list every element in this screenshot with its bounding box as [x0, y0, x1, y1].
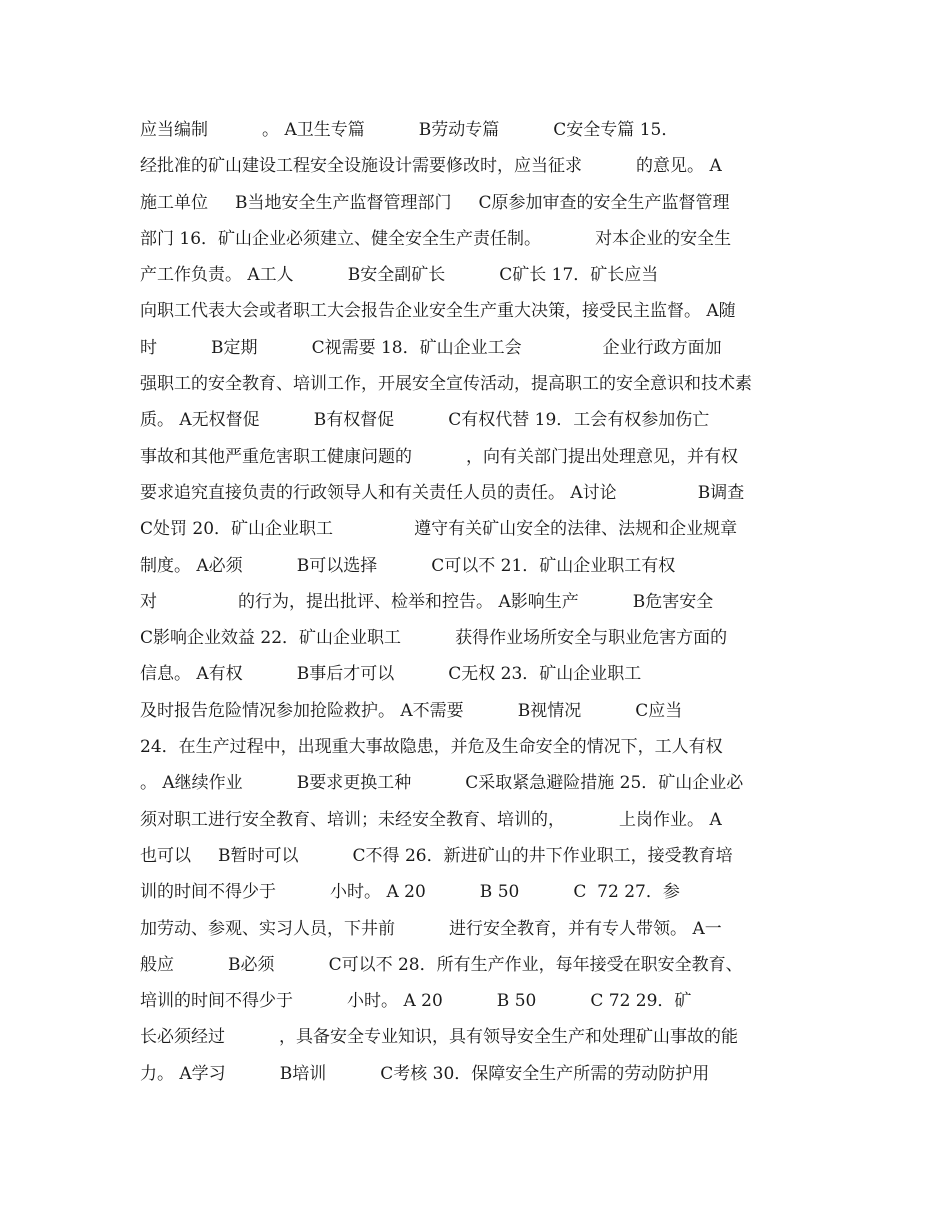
text-line: 应当编制 。 A卫生专篇 B劳动专篇 C安全专篇 15．	[140, 120, 679, 140]
text-line: 产工作负责。 A工人 B安全副矿长 C矿长 17．矿长应当	[140, 265, 659, 286]
text-line: 要求追究直接负责的行政领导人和有关责任人员的责任。 A讨论 B调查	[140, 482, 745, 503]
text-line: C影响企业效益 22．矿山企业职工 获得作业场所安全与职业危害方面的	[140, 628, 728, 649]
text-line: C处罚 20．矿山企业职工 遵守有关矿山安全的法律、法规和企业规章	[140, 519, 738, 540]
text-line: 事故和其他严重危害职工健康问题的 ，向有关部门提出处理意见，并有权	[140, 446, 739, 467]
text-line: 力。 A学习 B培训 C考核 30．保障安全生产所需的劳动防护用	[140, 1063, 710, 1084]
text-line: 训的时间不得少于 小时。 A 20 B 50 C 72 27．参	[140, 882, 680, 903]
text-line: 质。 A无权督促 B有权督促 C有权代替 19．工会有权参加伤亡	[140, 410, 710, 431]
text-line: 24．在生产过程中，出现重大事故隐患，并危及生命安全的情况下，工人有权	[140, 737, 723, 758]
text-line: 。 A继续作业 B要求更换工种 C采取紧急避险措施 25．矿山企业必	[140, 773, 744, 794]
text-line: 强职工的安全教育、培训工作，开展安全宣传活动，提高职工的安全意识和技术素	[140, 374, 752, 395]
text-line: 加劳动、参观、实习人员，下井前 进行安全教育，并有专人带领。 A一	[140, 918, 722, 939]
text-line: 须对职工进行安全教育、培训；未经安全教育、培训的， 上岗作业。 A	[140, 809, 722, 830]
text-line: 信息。 A有权 B事后才可以 C无权 23．矿山企业职工	[140, 664, 642, 685]
body-text	[140, 112, 815, 1092]
text-line: 施工单位 B当地安全生产监督管理部门 C原参加审查的安全生产监督管理	[140, 192, 730, 213]
text-line: 对 的行为，提出批评、检举和控告。 A影响生产 B危害安全	[140, 591, 714, 612]
text-line: 时 B定期 C视需要 18．矿山企业工会 企业行政方面加	[140, 337, 722, 358]
text-line: 也可以 B暂时可以 C不得 26．新进矿山的井下作业职工，接受教育培	[140, 845, 733, 866]
text-line: 部门 16．矿山企业必须建立、健全安全生产责任制。 对本企业的安全生	[140, 228, 732, 249]
text-line: 经批准的矿山建设工程安全设施设计需要修改时，应当征求 的意见。 A	[140, 156, 722, 177]
text-line: 制度。 A必须 B可以选择 C可以不 21．矿山企业职工有权	[140, 555, 676, 576]
text-line: 向职工代表大会或者职工大会报告企业安全生产重大决策，接受民主监督。 A随	[140, 301, 736, 322]
text-line: 培训的时间不得少于 小时。 A 20 B 50 C 72 29．矿	[140, 991, 692, 1012]
text-line: 长必须经过 ，具备安全专业知识，具有领导安全生产和处理矿山事故的能	[140, 1027, 739, 1048]
text-line: 及时报告危险情况参加抢险救护。 A不需要 B视情况 C应当	[140, 700, 683, 721]
text-line: 般应 B必须 C可以不 28．所有生产作业，每年接受在职安全教育、	[140, 954, 743, 975]
